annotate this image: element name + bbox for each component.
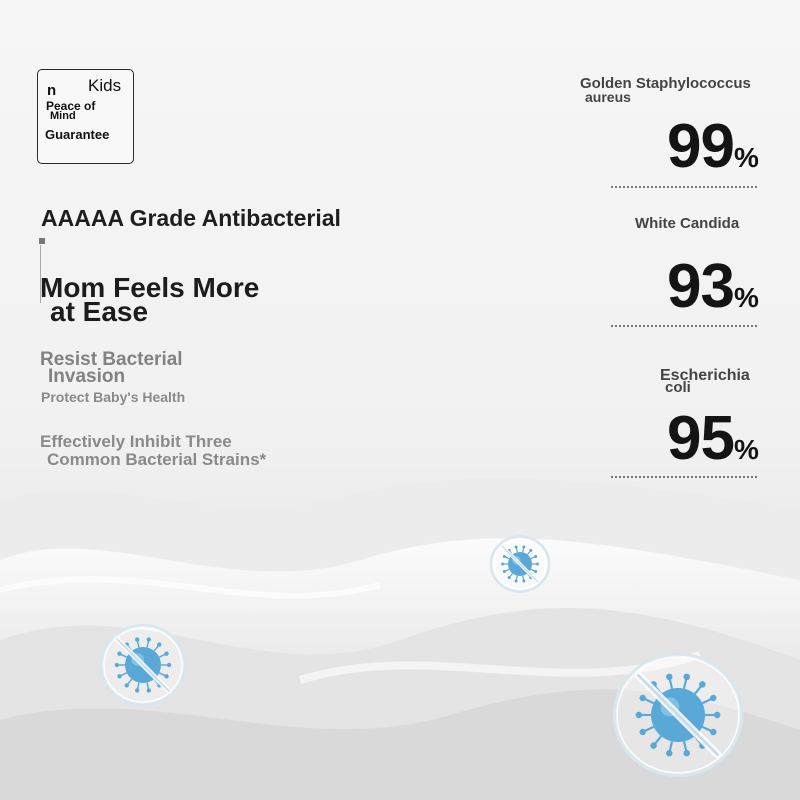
- mom-ease-line2: at Ease: [50, 296, 149, 327]
- brand-logo-icon: n: [47, 82, 57, 99]
- stat-2-value: 93: [667, 252, 734, 321]
- stat-3-unit: %: [733, 434, 759, 465]
- inhibit-line2: Common Bacterial Strains*: [47, 450, 267, 469]
- stat-2-divider: [611, 325, 757, 327]
- peace-of-mind-badge: [37, 69, 134, 164]
- stat-1-value: 99: [667, 112, 734, 181]
- bacteria-blocked-icon: [488, 532, 552, 596]
- bacteria-blocked-icon: [608, 650, 748, 780]
- stat-3-percentage: [667, 404, 759, 473]
- resist-line1: Resist Bacterial: [40, 349, 183, 370]
- stat-1-divider: [611, 186, 757, 188]
- mom-ease-line1: Mom Feels More: [40, 272, 260, 303]
- stat-1-label-line2: aureus: [585, 89, 631, 105]
- badge-kids-label: Kids: [88, 76, 122, 95]
- headline: AAAAA Grade Antibacterial: [41, 205, 341, 231]
- badge-guarantee: Guarantee: [45, 127, 110, 142]
- badge-peace-line1: Peace of: [46, 99, 96, 113]
- stat-3-label-line1: Escherichia: [660, 367, 750, 384]
- stat-1-label-line1: Golden Staphylococcus: [580, 75, 751, 92]
- badge-peace-line2: Mind: [50, 110, 76, 122]
- stat-3-value: 95: [667, 404, 734, 473]
- resist-line2: Invasion: [48, 366, 126, 387]
- stat-2-percentage: [667, 252, 759, 321]
- stat-3-divider: [611, 476, 757, 478]
- bacteria-blocked-icon: [98, 620, 188, 710]
- protect-baby-text: Protect Baby's Health: [41, 389, 186, 405]
- stat-3-label-line2: coli: [665, 379, 691, 396]
- decor-tick: [39, 238, 45, 244]
- stat-2-unit: %: [733, 282, 759, 313]
- stat-1-percentage: [667, 112, 759, 181]
- inhibit-line1: Effectively Inhibit Three: [40, 432, 232, 451]
- stat-2-label-line1: White Candida: [635, 215, 740, 232]
- stat-1-unit: %: [733, 142, 759, 173]
